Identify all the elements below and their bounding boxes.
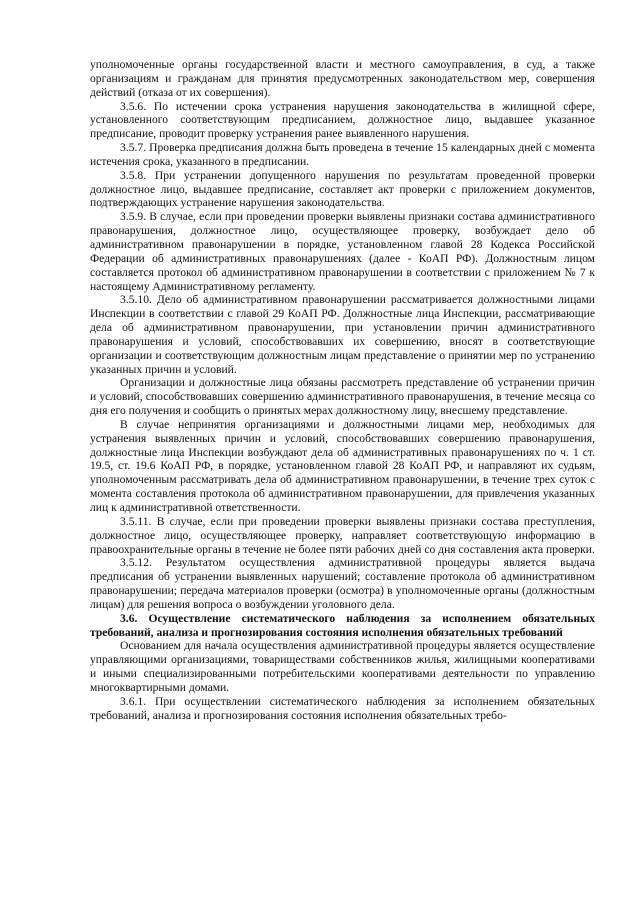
paragraph: 3.5.12. Результатом осуществления административной процедуры является выдача предписания об устранении выявленных нарушений; составление протокола об административном правонарушении; передача материалов проверки (осмотра) в уполномоченные органы (должностным лицам) для решения вопроса о возбуждении уголовного дела. [90,556,595,611]
paragraph: 3.5.6. По истечении срока устранения нарушения законодательства в жилищной сфере, установленного соответствующим предписанием, должностное лицо, выдавшее указанное предписание, проводит проверку устранения ранее выявленного нарушения. [90,99,595,141]
document-page [90,58,595,723]
section-heading: 3.6. Осуществление систематического наблюдения за исполнением обязательных требований, анализа и прогнозирования состояния исполнения обязательных требований [90,611,595,639]
paragraph: Основанием для начала осуществления административной процедуры является осуществление управляющими организациями, товариществами собственников жилья, жилищными кооперативами и иными специализированными потребительскими кооперативами деятельности по управлению многоквартирными домами. [90,639,595,694]
paragraph: Организации и должностные лица обязаны рассмотреть представление об устранении причин и условий, способствовавших совершению административного правонарушения, в течение месяца со дня его получения и сообщить о принятых мерах должностному лицу, внесшему представление. [90,376,595,418]
paragraph: 3.5.11. В случае, если при проведении проверки выявлены признаки состава преступления, должностное лицо, осуществляющее проверку, направляет соответствующую информацию в правоохранительные органы в течение не более пяти рабочих дней со дня составления акта проверки. [90,514,595,556]
paragraph: 3.5.9. В случае, если при проведении проверки выявлены признаки состава административного правонарушения, должностное лицо, осуществляющее проверку, возбуждает дело об административном правонарушении в порядке, установленном главой 28 Кодекса Российской Федерации об административных правонарушениях (далее - КоАП РФ). Должностным лицом составляется протокол об административном правонарушении в соответствии с приложением № 7 к настоящему Административному регламенту. [90,210,595,293]
paragraph: В случае непринятия организациями и должностными лицами мер, необходимых для устранения выявленных причин и условий, способствовавших совершению правонарушения, должностные лица Инспекции возбуждают дела об административных правонарушениях по ч. 1 ст. 19.5, ст. 19.6 КоАП РФ, в порядке, установленном главой 28 КоАП РФ, и направляют их судьям, уполномоченным рассматривать дела об административном правонарушении, в течение трех суток с момента составления протокола об административном правонарушении, для привлечения указанных лиц к административной ответственности. [90,417,595,514]
paragraph: уполномоченные органы государственной власти и местного самоуправления, в суд, а также организациям и гражданам для принятия предусмотренных законодательством мер, совершения действий (отказа от их совершения). [90,58,595,99]
paragraph: 3.6.1. При осуществлении систематического наблюдения за исполнением обязательных требований, анализа и прогнозирования состояния исполнения обязательных требо- [90,694,595,722]
paragraph: 3.5.10. Дело об административном правонарушении рассматривается должностными лицами Инспекции в соответствии с главой 29 КоАП РФ. Должностные лица Инспекции, рассматривающие дела об административном правонарушении, при установлении причин административного правонарушения и условий, способствовавших их совершению, вносят в соответствующие организации и соответствующим должностным лицам представление о принятии мер по устранению указанных причин и условий. [90,293,595,376]
paragraph: 3.5.7. Проверка предписания должна быть проведена в течение 15 календарных дней с момента истечения срока, указанного в предписании. [90,141,595,168]
paragraph: 3.5.8. При устранении допущенного нарушения по результатам проведенной проверки должностное лицо, выдавшее предписание, составляет акт проверки с приложением документов, подтверждающих устранение нарушения законодательства. [90,168,595,210]
